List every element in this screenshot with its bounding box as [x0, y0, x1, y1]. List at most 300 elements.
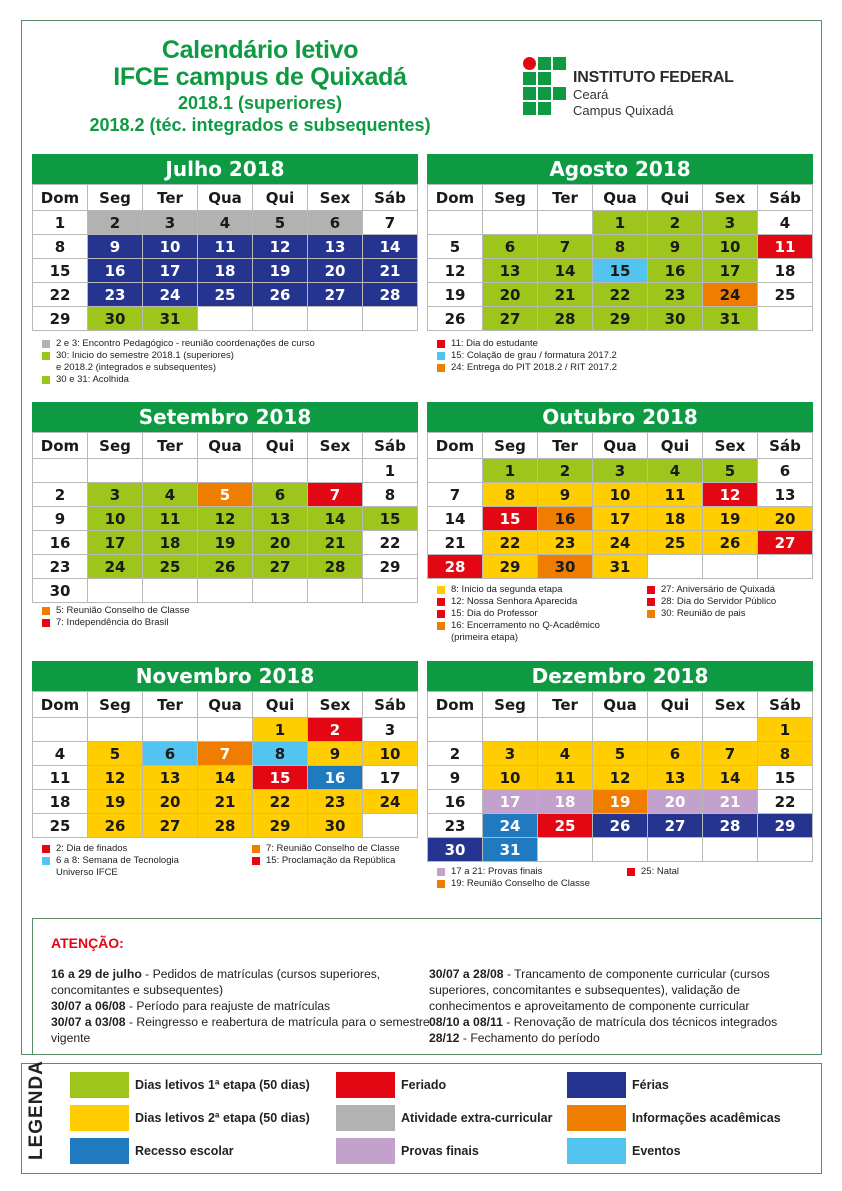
- week-row: [33, 531, 418, 555]
- empty-cell: [758, 838, 813, 862]
- day-cell: 25: [648, 531, 703, 555]
- day-cell: 1: [253, 718, 308, 742]
- note-color-swatch: [647, 586, 655, 594]
- empty-cell: [308, 307, 363, 331]
- weekday-header: Ter: [538, 185, 593, 211]
- day-cell: 17: [483, 790, 538, 814]
- day-cell: 27: [308, 283, 363, 307]
- day-cell: 26: [253, 283, 308, 307]
- day-cell: 22: [253, 790, 308, 814]
- attention-text: - Reingresso e reabertura de matrícula para o semestre vigente: [51, 1015, 430, 1045]
- day-cell: 29: [253, 814, 308, 838]
- empty-cell: [363, 307, 418, 331]
- day-cell: 12: [88, 766, 143, 790]
- day-cell: 2: [648, 211, 703, 235]
- day-cell: 26: [593, 814, 648, 838]
- weekday-header: Sex: [308, 433, 363, 459]
- day-cell: 2: [308, 718, 363, 742]
- title-line-3: 2018.1 (superiores): [177, 93, 343, 113]
- day-cell: 7: [363, 211, 418, 235]
- day-cell: 10: [143, 235, 198, 259]
- note-text: 5: Reunião Conselho de Classe: [56, 605, 190, 616]
- day-cell: 13: [308, 235, 363, 259]
- calendar-grid: [32, 184, 418, 331]
- day-cell: 3: [483, 742, 538, 766]
- attention-item: [51, 998, 431, 1014]
- day-cell: 16: [538, 507, 593, 531]
- month-calendar-julho: [32, 154, 418, 331]
- weekday-header: Qui: [648, 692, 703, 718]
- day-cell: 12: [593, 766, 648, 790]
- empty-cell: [428, 211, 483, 235]
- note-item: [252, 855, 452, 867]
- day-cell: 8: [593, 235, 648, 259]
- day-cell: 18: [33, 790, 88, 814]
- day-cell: 29: [593, 307, 648, 331]
- week-row: [33, 766, 418, 790]
- day-cell: 13: [758, 483, 813, 507]
- note-item: [647, 608, 842, 620]
- empty-cell: [253, 579, 308, 603]
- note-item: [42, 362, 315, 374]
- attention-item: [429, 1030, 809, 1046]
- weekday-header: Qua: [198, 185, 253, 211]
- day-cell: 17: [363, 766, 418, 790]
- attention-text: - Renovação de matrícula dos técnicos integrados: [502, 1015, 778, 1029]
- day-cell: 20: [143, 790, 198, 814]
- day-cell: 22: [363, 531, 418, 555]
- day-cell: 1: [33, 211, 88, 235]
- attention-left-column: [51, 966, 431, 1046]
- day-cell: 11: [758, 235, 813, 259]
- weekday-header: Qui: [253, 433, 308, 459]
- month-title: Outubro 2018: [427, 402, 813, 432]
- week-row: [428, 814, 813, 838]
- weekday-header: Sáb: [363, 433, 418, 459]
- weekday-header: Seg: [88, 433, 143, 459]
- note-text: 15: Dia do Professor: [451, 608, 538, 619]
- note-text: 8: Inicio da segunda etapa: [451, 584, 563, 595]
- week-row: [428, 211, 813, 235]
- day-cell: 20: [253, 531, 308, 555]
- day-cell: 19: [703, 507, 758, 531]
- day-cell: 30: [33, 579, 88, 603]
- weekday-header: Ter: [143, 692, 198, 718]
- legend-label: Férias: [632, 1078, 669, 1092]
- weekday-header: Qua: [198, 692, 253, 718]
- empty-cell: [648, 838, 703, 862]
- day-cell: 11: [33, 766, 88, 790]
- attention-item: [51, 966, 431, 998]
- note-item: [42, 843, 252, 855]
- week-row: [33, 307, 418, 331]
- attention-text: - Fechamento do período: [459, 1031, 600, 1045]
- note-color-swatch: [437, 364, 445, 372]
- empty-cell: [758, 307, 813, 331]
- day-cell: 26: [88, 814, 143, 838]
- notes-right-column: [252, 843, 452, 879]
- empty-cell: [648, 555, 703, 579]
- day-cell: 20: [483, 283, 538, 307]
- day-cell: 4: [758, 211, 813, 235]
- day-cell: 19: [428, 283, 483, 307]
- day-cell: 3: [143, 211, 198, 235]
- day-cell: 16: [428, 790, 483, 814]
- attention-heading: ATENÇÃO:: [51, 935, 124, 951]
- legend-label: Eventos: [632, 1144, 681, 1158]
- day-cell: 10: [593, 483, 648, 507]
- weekday-header: Sáb: [758, 692, 813, 718]
- day-cell: 23: [428, 814, 483, 838]
- weekday-header: Qui: [648, 185, 703, 211]
- notes-left-column: [437, 866, 627, 890]
- legend-swatch: [567, 1138, 626, 1164]
- weekday-header: Qua: [593, 433, 648, 459]
- month-calendar-outubro: [427, 402, 813, 579]
- day-cell: 6: [758, 459, 813, 483]
- note-color-swatch: [437, 622, 445, 630]
- note-item: [42, 855, 252, 867]
- day-cell: 9: [538, 483, 593, 507]
- day-cell: 30: [308, 814, 363, 838]
- day-cell: 27: [253, 555, 308, 579]
- day-cell: 30: [88, 307, 143, 331]
- legend-swatch: [567, 1105, 626, 1131]
- day-cell: 5: [428, 235, 483, 259]
- day-cell: 11: [538, 766, 593, 790]
- day-cell: 23: [88, 283, 143, 307]
- day-cell: 21: [198, 790, 253, 814]
- note-item: [42, 617, 190, 629]
- weekday-header: Dom: [428, 185, 483, 211]
- notes-left-column: [42, 843, 252, 879]
- day-cell: 19: [88, 790, 143, 814]
- weekday-header: Dom: [33, 433, 88, 459]
- month-title: Julho 2018: [32, 154, 418, 184]
- day-cell: 6: [253, 483, 308, 507]
- day-cell: 4: [648, 459, 703, 483]
- day-cell: 6: [483, 235, 538, 259]
- day-cell: 29: [363, 555, 418, 579]
- weekday-header: Qua: [593, 185, 648, 211]
- day-cell: 16: [88, 259, 143, 283]
- day-cell: 20: [308, 259, 363, 283]
- day-cell: 3: [363, 718, 418, 742]
- day-cell: 5: [88, 742, 143, 766]
- calendar-grid: [427, 691, 813, 862]
- calendar-grid: [427, 184, 813, 331]
- day-cell: 5: [703, 459, 758, 483]
- day-cell: 27: [143, 814, 198, 838]
- week-row: [428, 283, 813, 307]
- weekday-header: Sáb: [758, 185, 813, 211]
- empty-cell: [198, 718, 253, 742]
- day-cell: 8: [33, 235, 88, 259]
- legend-label: Provas finais: [401, 1144, 479, 1158]
- empty-cell: [593, 838, 648, 862]
- day-cell: 8: [483, 483, 538, 507]
- day-cell: 25: [758, 283, 813, 307]
- day-cell: 30: [428, 838, 483, 862]
- attention-date: 30/07 a 28/08: [429, 967, 504, 981]
- day-cell: 25: [538, 814, 593, 838]
- day-cell: 12: [703, 483, 758, 507]
- empty-cell: [703, 555, 758, 579]
- day-cell: 24: [593, 531, 648, 555]
- note-item: [42, 605, 190, 617]
- day-cell: 2: [538, 459, 593, 483]
- weekday-header: Seg: [88, 185, 143, 211]
- note-color-swatch: [437, 586, 445, 594]
- weekday-header: Qua: [198, 433, 253, 459]
- day-cell: 31: [483, 838, 538, 862]
- note-item: [437, 584, 647, 596]
- day-cell: 4: [33, 742, 88, 766]
- legend-swatch: [70, 1138, 129, 1164]
- note-text: 7: Independência do Brasil: [56, 617, 169, 628]
- day-cell: 10: [363, 742, 418, 766]
- week-row: [33, 718, 418, 742]
- weekday-header: Dom: [428, 433, 483, 459]
- attention-item: [51, 1014, 431, 1046]
- day-cell: 28: [538, 307, 593, 331]
- day-cell: 26: [703, 531, 758, 555]
- month-calendar-setembro: [32, 402, 418, 603]
- week-row: [428, 742, 813, 766]
- week-row: [428, 718, 813, 742]
- day-cell: 3: [703, 211, 758, 235]
- note-color-swatch: [627, 868, 635, 876]
- title-line-1: Calendário letivo: [161, 36, 359, 64]
- title-line-2: IFCE campus de Quixadá: [113, 63, 407, 91]
- empty-cell: [703, 718, 758, 742]
- legend-box: [21, 1060, 822, 1174]
- note-color-swatch: [437, 598, 445, 606]
- note-item: [437, 878, 627, 890]
- day-cell: 6: [308, 211, 363, 235]
- week-row: [428, 483, 813, 507]
- day-cell: 5: [593, 742, 648, 766]
- legend-swatch: [336, 1072, 395, 1098]
- attention-item: [429, 1014, 809, 1030]
- page-title: [40, 38, 480, 134]
- legend-swatch: [70, 1105, 129, 1131]
- note-text: (primeira etapa): [451, 632, 519, 643]
- month-title: Dezembro 2018: [427, 661, 813, 691]
- day-cell: 28: [308, 555, 363, 579]
- empty-cell: [308, 579, 363, 603]
- day-cell: 24: [703, 283, 758, 307]
- notes-right-column: [647, 584, 842, 644]
- day-cell: 15: [363, 507, 418, 531]
- day-cell: 4: [538, 742, 593, 766]
- note-item: [437, 596, 647, 608]
- weekday-header: Sex: [308, 185, 363, 211]
- day-cell: 26: [428, 307, 483, 331]
- week-row: [428, 766, 813, 790]
- attention-text: - Pedidos de matrículas (cursos superiores, concomitantes e subsequentes): [51, 967, 381, 997]
- note-item: [42, 867, 252, 879]
- day-cell: 2: [33, 483, 88, 507]
- note-color-swatch: [42, 619, 50, 627]
- month-calendar-agosto: [427, 154, 813, 331]
- month-title: Setembro 2018: [32, 402, 418, 432]
- empty-cell: [88, 579, 143, 603]
- note-text: 11: Dia do estudante: [451, 338, 538, 349]
- day-cell: 5: [198, 483, 253, 507]
- empty-cell: [483, 718, 538, 742]
- day-cell: 2: [428, 742, 483, 766]
- day-cell: 22: [33, 283, 88, 307]
- notes-left-column: [437, 584, 647, 644]
- day-cell: 17: [143, 259, 198, 283]
- note-text: e 2018.2 (integrados e subsequentes): [56, 362, 217, 373]
- week-row: [33, 459, 418, 483]
- note-color-swatch: [437, 340, 445, 348]
- weekday-header: Dom: [428, 692, 483, 718]
- attention-text: - Período para reajuste de matrículas: [125, 999, 331, 1013]
- day-cell: 11: [143, 507, 198, 531]
- day-cell: 28: [428, 555, 483, 579]
- attention-box: [32, 918, 822, 1055]
- day-cell: 18: [143, 531, 198, 555]
- day-cell: 29: [758, 814, 813, 838]
- weekday-header: Sex: [308, 692, 363, 718]
- week-row: [33, 790, 418, 814]
- weekday-header: Seg: [483, 433, 538, 459]
- empty-cell: [143, 459, 198, 483]
- note-item: [647, 596, 842, 608]
- week-row: [33, 283, 418, 307]
- note-item: [437, 620, 647, 632]
- attention-date: 30/07 a 03/08: [51, 1015, 126, 1029]
- legend-label: Informações acadêmicas: [632, 1111, 781, 1125]
- day-cell: 21: [538, 283, 593, 307]
- month-calendar-dezembro: [427, 661, 813, 862]
- attention-date: 28/12: [429, 1031, 460, 1045]
- day-cell: 14: [538, 259, 593, 283]
- note-color-swatch: [42, 607, 50, 615]
- day-cell: 27: [758, 531, 813, 555]
- ifce-logo: [523, 57, 783, 119]
- empty-cell: [648, 718, 703, 742]
- empty-cell: [483, 211, 538, 235]
- week-row: [428, 838, 813, 862]
- legend-label: Dias letivos 2ª etapa (50 dias): [135, 1111, 310, 1125]
- attention-right-column: [429, 966, 809, 1046]
- note-item: [42, 350, 315, 362]
- week-row: [428, 790, 813, 814]
- logo-campus: Campus Quixadá: [573, 103, 674, 118]
- notes-novembro: [42, 843, 452, 879]
- day-cell: 20: [758, 507, 813, 531]
- day-cell: 12: [198, 507, 253, 531]
- day-cell: 11: [648, 483, 703, 507]
- weekday-header-row: [428, 433, 813, 459]
- day-cell: 7: [538, 235, 593, 259]
- day-cell: 13: [253, 507, 308, 531]
- week-row: [428, 531, 813, 555]
- note-text: 6 a 8: Semana de Tecnologia: [56, 855, 179, 866]
- empty-cell: [198, 579, 253, 603]
- day-cell: 18: [198, 259, 253, 283]
- weekday-header: Sáb: [363, 185, 418, 211]
- day-cell: 29: [483, 555, 538, 579]
- legend-swatch: [336, 1138, 395, 1164]
- day-cell: 19: [253, 259, 308, 283]
- weekday-header-row: [33, 433, 418, 459]
- weekday-header: Ter: [538, 433, 593, 459]
- weekday-header: Ter: [143, 433, 198, 459]
- notes-setembro: [42, 605, 190, 629]
- day-cell: 13: [143, 766, 198, 790]
- weekday-header: Seg: [483, 185, 538, 211]
- note-color-swatch: [42, 340, 50, 348]
- day-cell: 23: [33, 555, 88, 579]
- day-cell: 3: [593, 459, 648, 483]
- weekday-header: Seg: [88, 692, 143, 718]
- note-text: 7: Reunião Conselho de Classe: [266, 843, 400, 854]
- day-cell: 21: [703, 790, 758, 814]
- empty-cell: [703, 838, 758, 862]
- note-item: [437, 350, 617, 362]
- empty-cell: [758, 555, 813, 579]
- day-cell: 1: [593, 211, 648, 235]
- day-cell: 28: [703, 814, 758, 838]
- empty-cell: [538, 211, 593, 235]
- day-cell: 10: [88, 507, 143, 531]
- day-cell: 9: [33, 507, 88, 531]
- day-cell: 22: [483, 531, 538, 555]
- note-text: Universo IFCE: [56, 867, 118, 878]
- day-cell: 14: [198, 766, 253, 790]
- day-cell: 28: [198, 814, 253, 838]
- note-text: 24: Entrega do PIT 2018.2 / RIT 2017.2: [451, 362, 618, 373]
- day-cell: 31: [703, 307, 758, 331]
- day-cell: 15: [483, 507, 538, 531]
- note-color-swatch: [42, 845, 50, 853]
- empty-cell: [88, 459, 143, 483]
- notes-dezembro: [437, 866, 827, 890]
- note-color-swatch: [437, 352, 445, 360]
- calendar-grid: [427, 432, 813, 579]
- legend-label: Recesso escolar: [135, 1144, 234, 1158]
- day-cell: 7: [428, 483, 483, 507]
- weekday-header: Ter: [143, 185, 198, 211]
- day-cell: 3: [88, 483, 143, 507]
- note-text: 30: Reunião de pais: [661, 608, 746, 619]
- day-cell: 13: [483, 259, 538, 283]
- empty-cell: [33, 459, 88, 483]
- legend-label: Atividade extra-curricular: [401, 1111, 553, 1125]
- day-cell: 24: [143, 283, 198, 307]
- week-row: [33, 555, 418, 579]
- week-row: [428, 235, 813, 259]
- notes-agosto: [437, 338, 617, 374]
- note-item: [42, 338, 315, 350]
- note-color-swatch: [647, 610, 655, 618]
- note-text: 16: Encerramento no Q-Acadêmico: [451, 620, 600, 631]
- empty-cell: [538, 718, 593, 742]
- day-cell: 7: [198, 742, 253, 766]
- day-cell: 25: [33, 814, 88, 838]
- note-item: [437, 866, 627, 878]
- empty-cell: [538, 838, 593, 862]
- note-text: 30: Inicio do semestre 2018.1 (superiores): [56, 350, 234, 361]
- note-item: [437, 362, 617, 374]
- empty-cell: [88, 718, 143, 742]
- day-cell: 17: [593, 507, 648, 531]
